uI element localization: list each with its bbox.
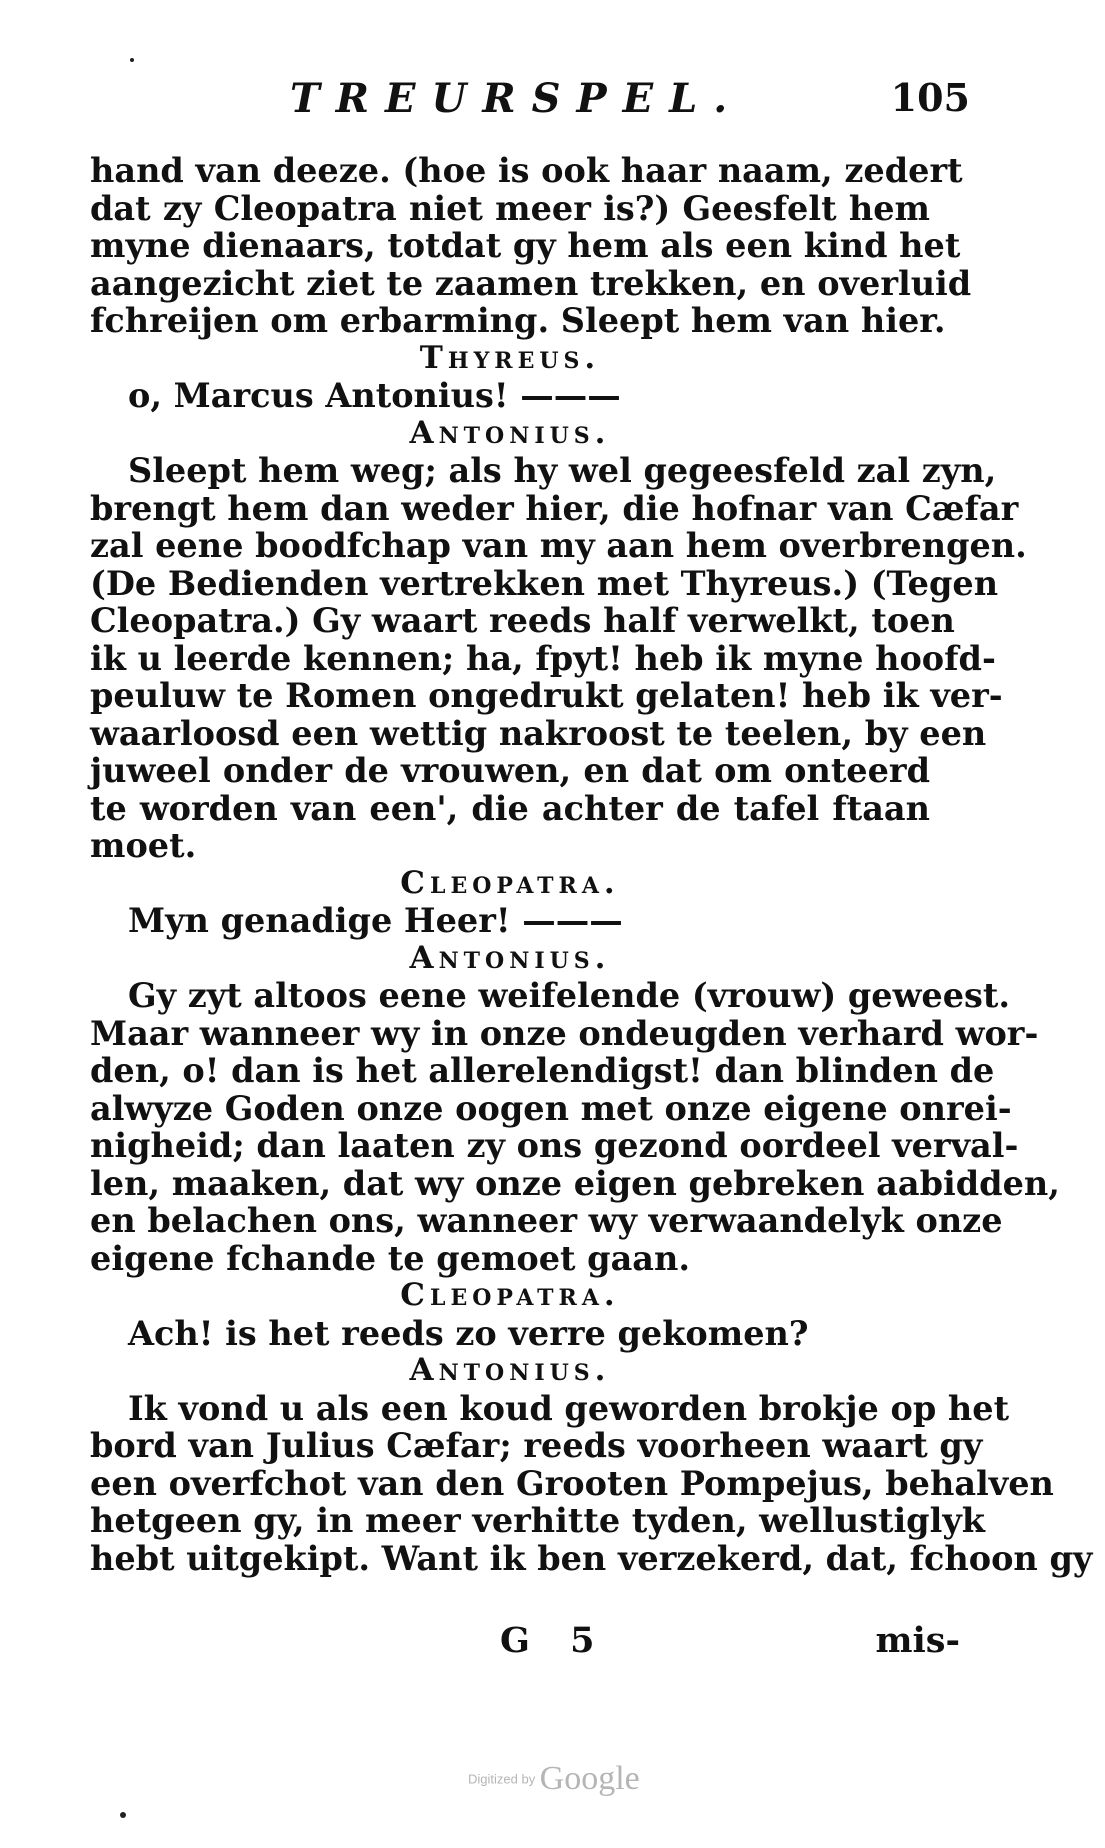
text-line: hebt uitgekipt. Want ik ben verzekerd, dat, fchoon gy bbox=[90, 1538, 1093, 1578]
text-line: te worden van een', die achter de tafel ftaan bbox=[90, 788, 930, 828]
text-line: Maar wanneer wy in onze ondeugden verhard wor- bbox=[90, 1013, 1039, 1053]
running-title: TREURSPEL. bbox=[290, 75, 744, 122]
text-line: Gy zyt altoos eene weifelende (vrouw) geweest. bbox=[128, 976, 1011, 1015]
speaker-name: Thyreus. bbox=[419, 339, 601, 376]
print-speck bbox=[120, 1812, 126, 1818]
text-line: eigene fchande te gemoet gaan. bbox=[90, 1238, 691, 1278]
speaker-name: Cleopatra. bbox=[400, 1277, 620, 1313]
text-line: waarloosd een wettig nakroost te teelen, by een bbox=[90, 713, 987, 753]
text-line: zal eene boodfchap van my aan hem overbrengen. bbox=[90, 526, 1027, 565]
text-line: juweel onder de vrouwen, en dat om onteerd bbox=[90, 751, 930, 790]
text-line: hand van deeze. (hoe is ook haar naam, zedert bbox=[90, 151, 963, 190]
page-footer bbox=[90, 1620, 960, 1670]
text-line: fchreijen om erbarming. Sleept hem van hier. bbox=[90, 301, 946, 340]
text-line: o, Marcus Antonius! ——— bbox=[128, 376, 621, 415]
page-number: 105 bbox=[890, 75, 970, 120]
text-line: en belachen ons, wanneer wy verwaandelyk onze bbox=[90, 1201, 1003, 1240]
speaker-name: Cleopatra. bbox=[400, 864, 620, 901]
text-line: nigheid; dan laaten zy ons gezond oordeel verval- bbox=[90, 1126, 1019, 1165]
text-line: alwyze Goden onze oogen met onze eigene onrei- bbox=[90, 1088, 1012, 1128]
body-text bbox=[90, 151, 1093, 1578]
page-header bbox=[90, 75, 970, 135]
text-line: Cleopatra.) Gy waart reeds half verwelkt, toen bbox=[90, 601, 955, 640]
text-line: Myn genadige Heer! ——— bbox=[128, 901, 623, 940]
text-line: Ik vond u als een koud geworden brokje op het bbox=[128, 1388, 1010, 1428]
text-line: ik u leerde kennen; ha, fpyt! heb ik myne hoofd- bbox=[90, 638, 996, 678]
speaker-name: Antonius. bbox=[409, 414, 611, 451]
text-line: len, maaken, dat wy onze eigen gebreken aabidden, bbox=[90, 1163, 1060, 1203]
print-speck bbox=[130, 58, 134, 62]
text-line: Ach! is het reeds zo verre gekomen? bbox=[128, 1313, 809, 1353]
text-line: myne dienaars, totdat gy hem als een kind het bbox=[90, 226, 961, 265]
speaker-name: Antonius. bbox=[409, 939, 611, 976]
text-line: (De Bedienden vertrekken met Thyreus.) (Tegen bbox=[90, 563, 999, 603]
text-line: bord van Julius Cæfar; reeds voorheen waart gy bbox=[90, 1426, 983, 1465]
signature-mark: G 5 bbox=[500, 1620, 609, 1661]
book-page bbox=[90, 40, 1093, 1740]
text-line: hetgeen gy, in meer verhitte tyden, wellustiglyk bbox=[90, 1501, 985, 1540]
text-line: een overfchot van den Grooten Pompejus, behalven bbox=[90, 1463, 1054, 1503]
text-line: brengt hem dan weder hier, die hofnar van Cæfar bbox=[90, 488, 1019, 528]
text-line: dat zy Cleopatra niet meer is?) Geesfelt hem bbox=[90, 188, 930, 228]
text-line: den, o! dan is het allerelendigst! dan blinden de bbox=[90, 1051, 995, 1090]
text-line: aangezicht ziet te zaamen trekken, en overluid bbox=[90, 263, 972, 303]
watermark-prefix: Digitized by bbox=[468, 1771, 536, 1787]
text-line: Sleept hem weg; als hy wel gegeesfeld zal zyn, bbox=[128, 451, 997, 490]
watermark-brand: Google bbox=[539, 1760, 640, 1797]
speaker-name: Antonius. bbox=[409, 1352, 611, 1388]
text-line: moet. bbox=[90, 826, 197, 865]
catchword: mis- bbox=[875, 1620, 960, 1661]
digitized-watermark bbox=[468, 1760, 640, 1798]
text-line: peuluw te Romen ongedrukt gelaten! heb ik ver- bbox=[90, 676, 1003, 715]
